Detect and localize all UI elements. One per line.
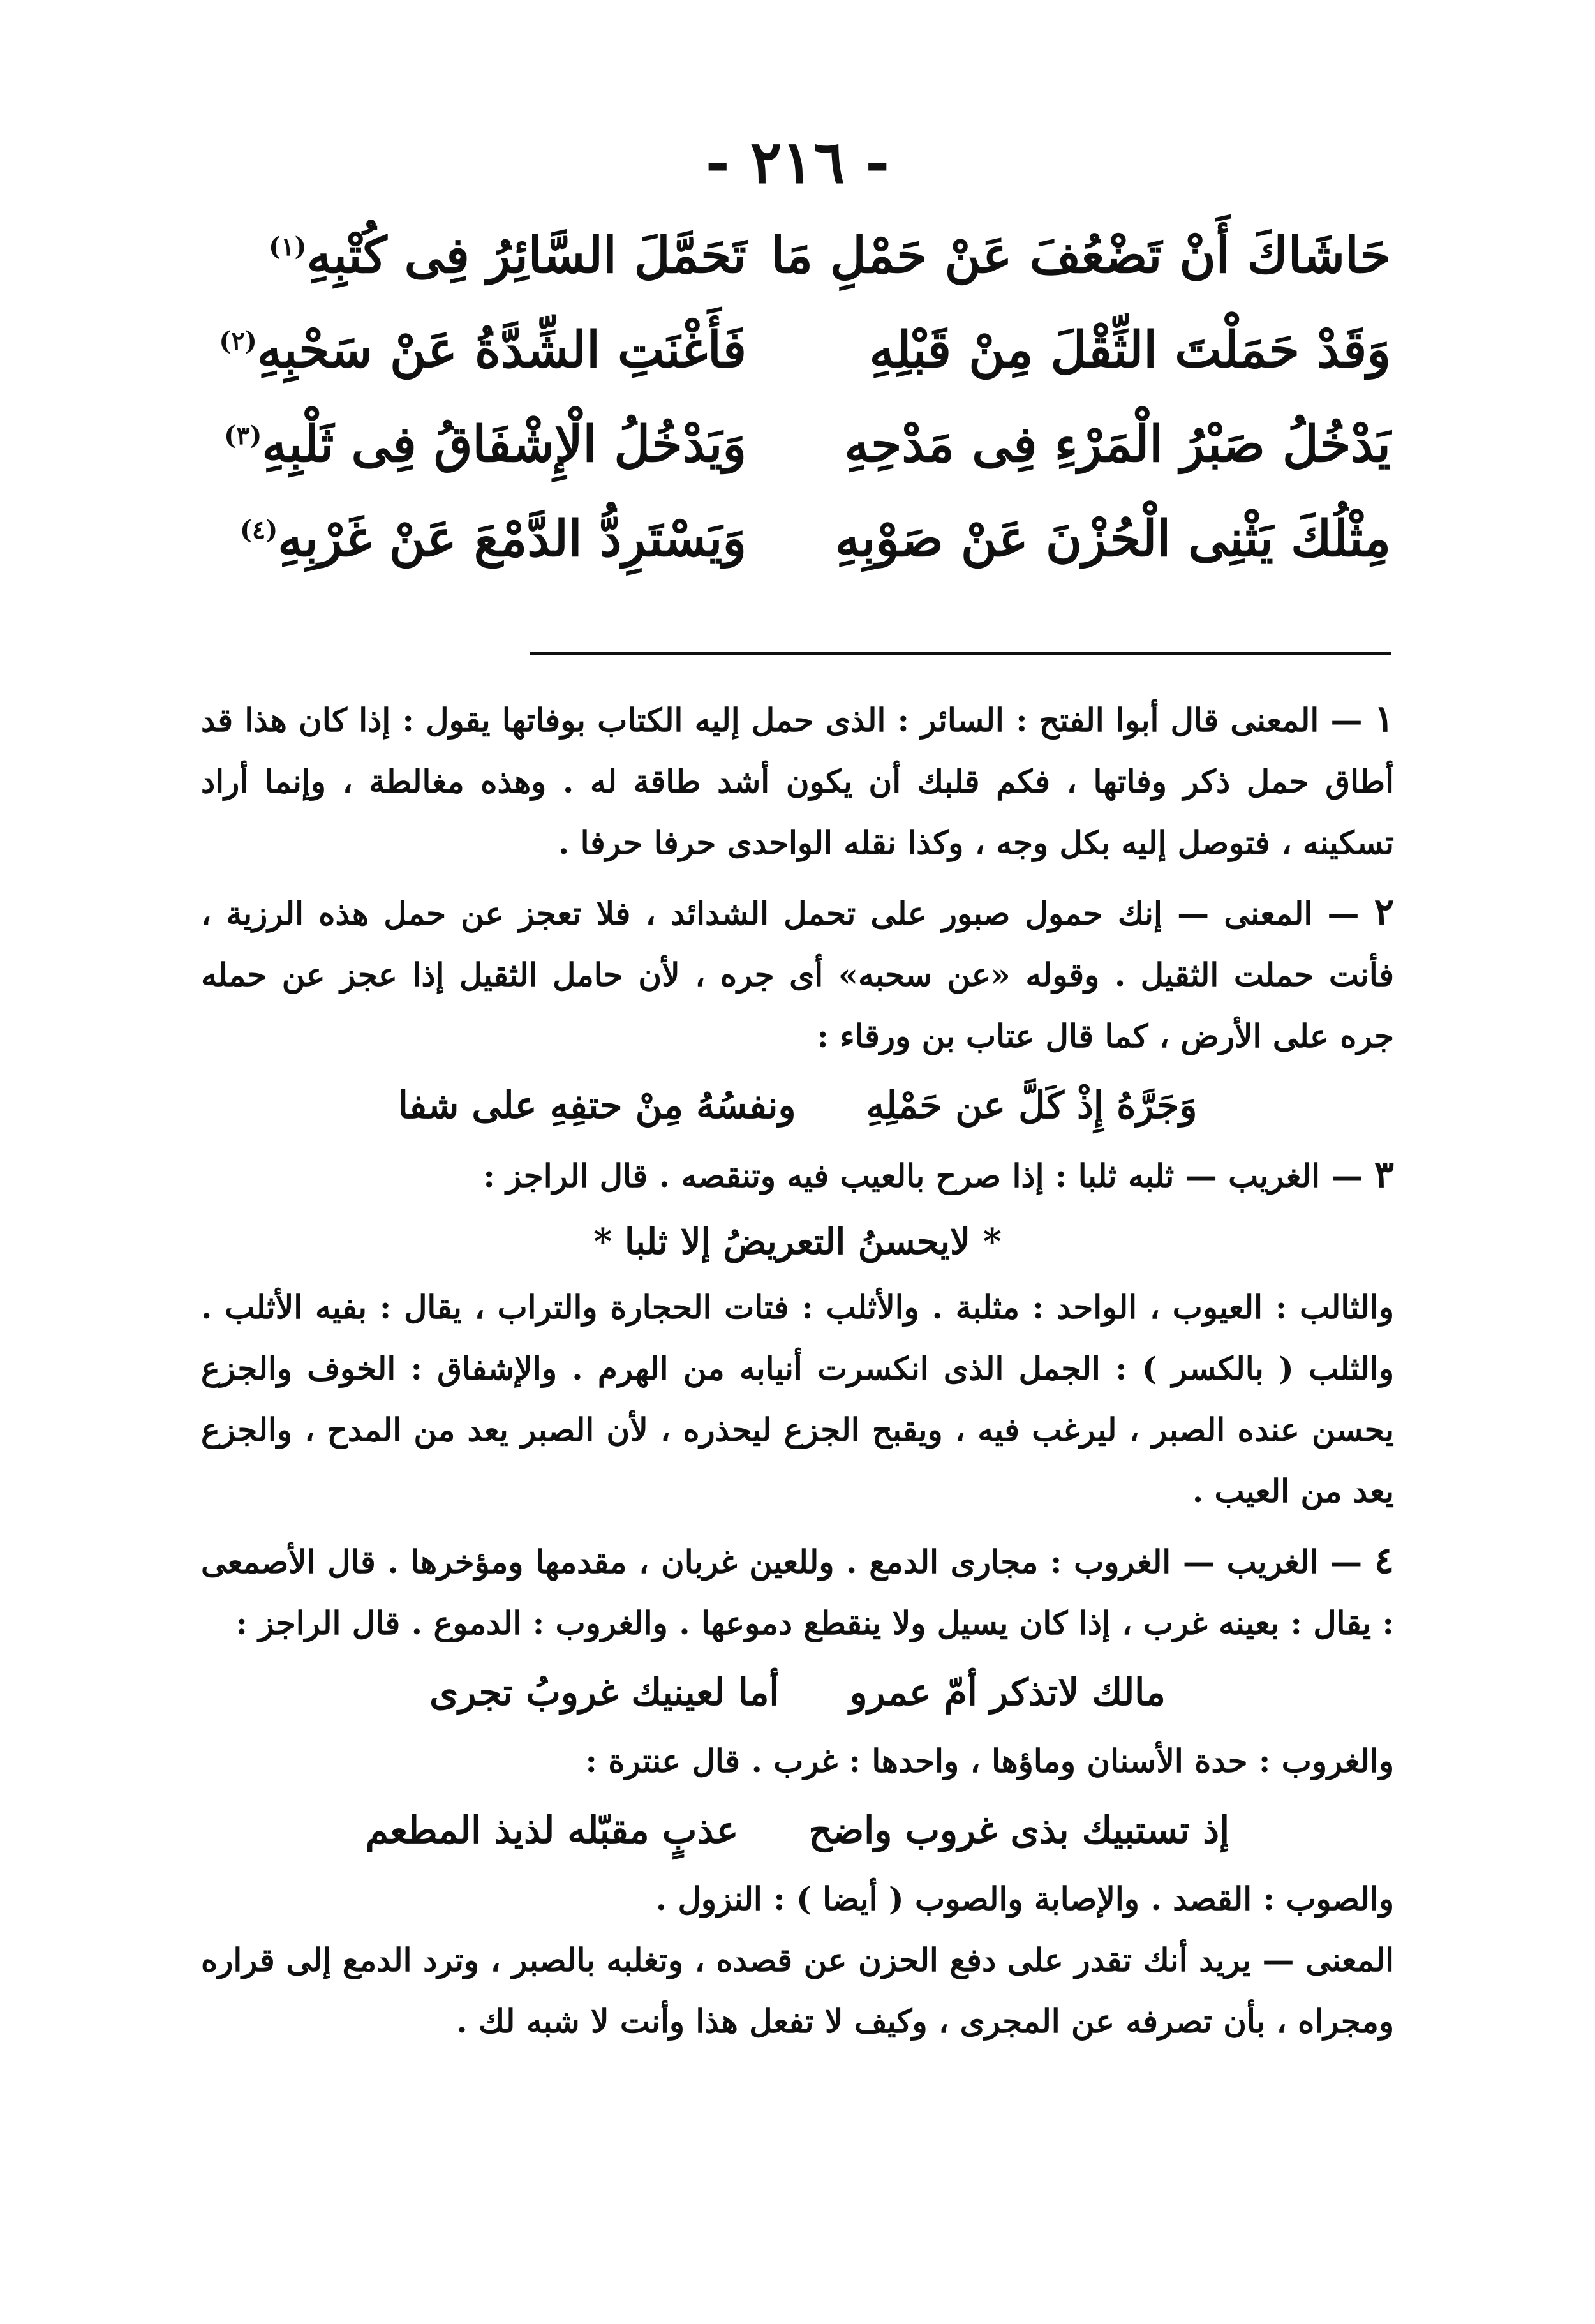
verse-2-first-hemistich: وَقَدْ حَمَلْتَ الثِّقْلَ مِنْ قَبْلِهِ [869,321,1391,379]
footnote-2 [201,881,1394,1067]
verse-1-second-text: تَحَمَّلَ السَّائِرُ فِى كُتْبِهِ [306,227,746,285]
footnote-4-text: — الغريب — الغروب : مجارى الدمع . وللعين غربان ، مقدمها ومؤخرها . قال الأصمعى : يقال : بعينه غرب ، إذا كان يسيل ولا ينقطع دموعها . والغروب : الدموع . قال الراجز : [201,1543,1394,1642]
verse-2 [204,321,1391,415]
verse-1 [204,227,1391,321]
footnote-ref-3: (٣) [224,421,262,451]
footnote-1 [201,688,1394,874]
footnote-2-quote-first: وَجَرَّهُ إِذْ كَلَّ عن حَمْلِهِ [866,1084,1198,1127]
verse-4 [204,510,1391,604]
verse-2-second-hemistich [204,321,746,379]
footnote-2-text: — المعنى — إنك حمول صبور على تحمل الشدائد ، فلا تعجز عن حمل هذه الرزية ، فأنت حملت الثقيل . وقوله «عن سحبه» أى جره ، لأن حامل الثقيل إذا عجز عن حمله جره على الأرض ، كما قال عتاب بن ورقاء : [201,895,1394,1055]
footnote-3-text: — الغريب — ثلبه ثلبا : إذا صرح بالعيب فيه وتنقصه . قال الراجز : [483,1157,1363,1195]
footnote-4-continuation: والغروب : حدة الأسنان وماؤها ، واحدها : غرب . قال عنترة : [585,1742,1394,1780]
footnote-4-quote [201,1654,1394,1731]
footnote-4-meaning: المعنى — يريد أنك تقدر على دفع الحزن عن قصده ، وتغلبه بالصبر ، وترد الدمع إلى قراره ومجراه ، بأن تصرفه عن المجرى ، وكيف لا تفعل هذا وأنت لا شبه لك . [201,1941,1394,2040]
footnote-3-number: ٣ [1374,1152,1394,1196]
footnote-1-text: — المعنى قال أبوا الفتح : السائر : الذى حمل إليه الكتاب بوفاتها يقول : إذا كان هذا قد أطاق حمل ذكر وفاتها ، فكم قلبك أن يكون أشد طاقة له . وهذه مغالطة ، وإنما أراد تسكينه ، فتوصل إليه بكل وجه ، وكذا نقله الواحدى حرفا حرفا . [201,701,1394,861]
footnote-2-number: ٢ [1374,890,1394,934]
verse-1-second-hemistich [204,227,746,285]
verse-4-second-text: وَيَسْتَرِدُّ الدَّمْعَ عَنْ غَرْبِهِ [278,510,746,568]
footnote-3-continuation: والثالب : العيوب ، الواحد : مثلبة . والأثلب : فتات الحجارة والتراب ، يقال : بفيه الأثلب . والثلب ( بالكسر ) : الجمل الذى انكسرت أنيابه من الهرم . والإشفاق : الخوف والجزع يحسن عنده الصبر ، ليرغب فيه ، ويقبح الجزع ليحذره ، لأن الصبر يعد من المدح ، والجزع يعد من العيب . [201,1288,1394,1510]
footnote-2-quote-second: ونفسُهُ مِنْ حتفِهِ على شفا [397,1084,796,1127]
footnote-ref-2: (٢) [219,326,257,356]
footnote-ref-4: (٤) [239,515,278,545]
footnote-3-quote: * لايحسنُ التعريضُ إلا ثلبا * [593,1221,1002,1263]
verse-3-second-text: وَيَدْخُلُ الْإِشْفَاقُ فِى ثَلْبِهِ [262,415,746,473]
footnote-4-number: ٤ [1374,1538,1394,1582]
footnote-2-quote [201,1067,1394,1143]
footnote-4 [201,1530,1394,1654]
footnote-4-antara-second: عذبٍ مقبّله لذيذ المطعم [365,1808,739,1852]
poem-block [204,227,1391,604]
footnote-1-number: ١ [1374,697,1394,740]
verse-3 [204,415,1391,510]
footnote-4-sawb: والصوب : القصد . والإصابة والصوب ( أيضا ) : النزول . [655,1880,1394,1918]
verse-2-second-text: فَأَغْنَتِ الشِّدَّةُ عَنْ سَحْبِهِ [256,321,746,379]
footnote-ref-1: (١) [269,232,307,262]
footnote-4-quote-second: أما لعينيك غروبُ تجرى [429,1671,780,1714]
verse-3-first-hemistich: يَدْخُلُ صَبْرُ الْمَرْءِ فِى مَدْحِهِ [844,415,1391,473]
footnote-4-antara-quote [201,1792,1394,1868]
footnote-separator [530,652,1391,655]
footnote-4-antara-first: إذ تستبيك بذى غروب واضح [808,1808,1230,1852]
verse-3-second-hemistich [204,415,746,473]
footnote-4-quote-first: مالك لاتذكر أمّ عمرو [849,1671,1166,1714]
verse-4-first-hemistich: مِثْلُكَ يَثْنِى الْحُزْنَ عَنْ صَوْبِهِ [835,510,1391,568]
page-number: - ٢١٦ - [705,128,890,197]
footnotes [201,688,1394,2052]
verse-1-first-hemistich: حَاشَاكَ أَنْ تَضْعُفَ عَنْ حَمْلِ مَا [771,227,1391,285]
footnote-3 [201,1143,1394,1207]
verse-4-second-hemistich [204,510,746,568]
